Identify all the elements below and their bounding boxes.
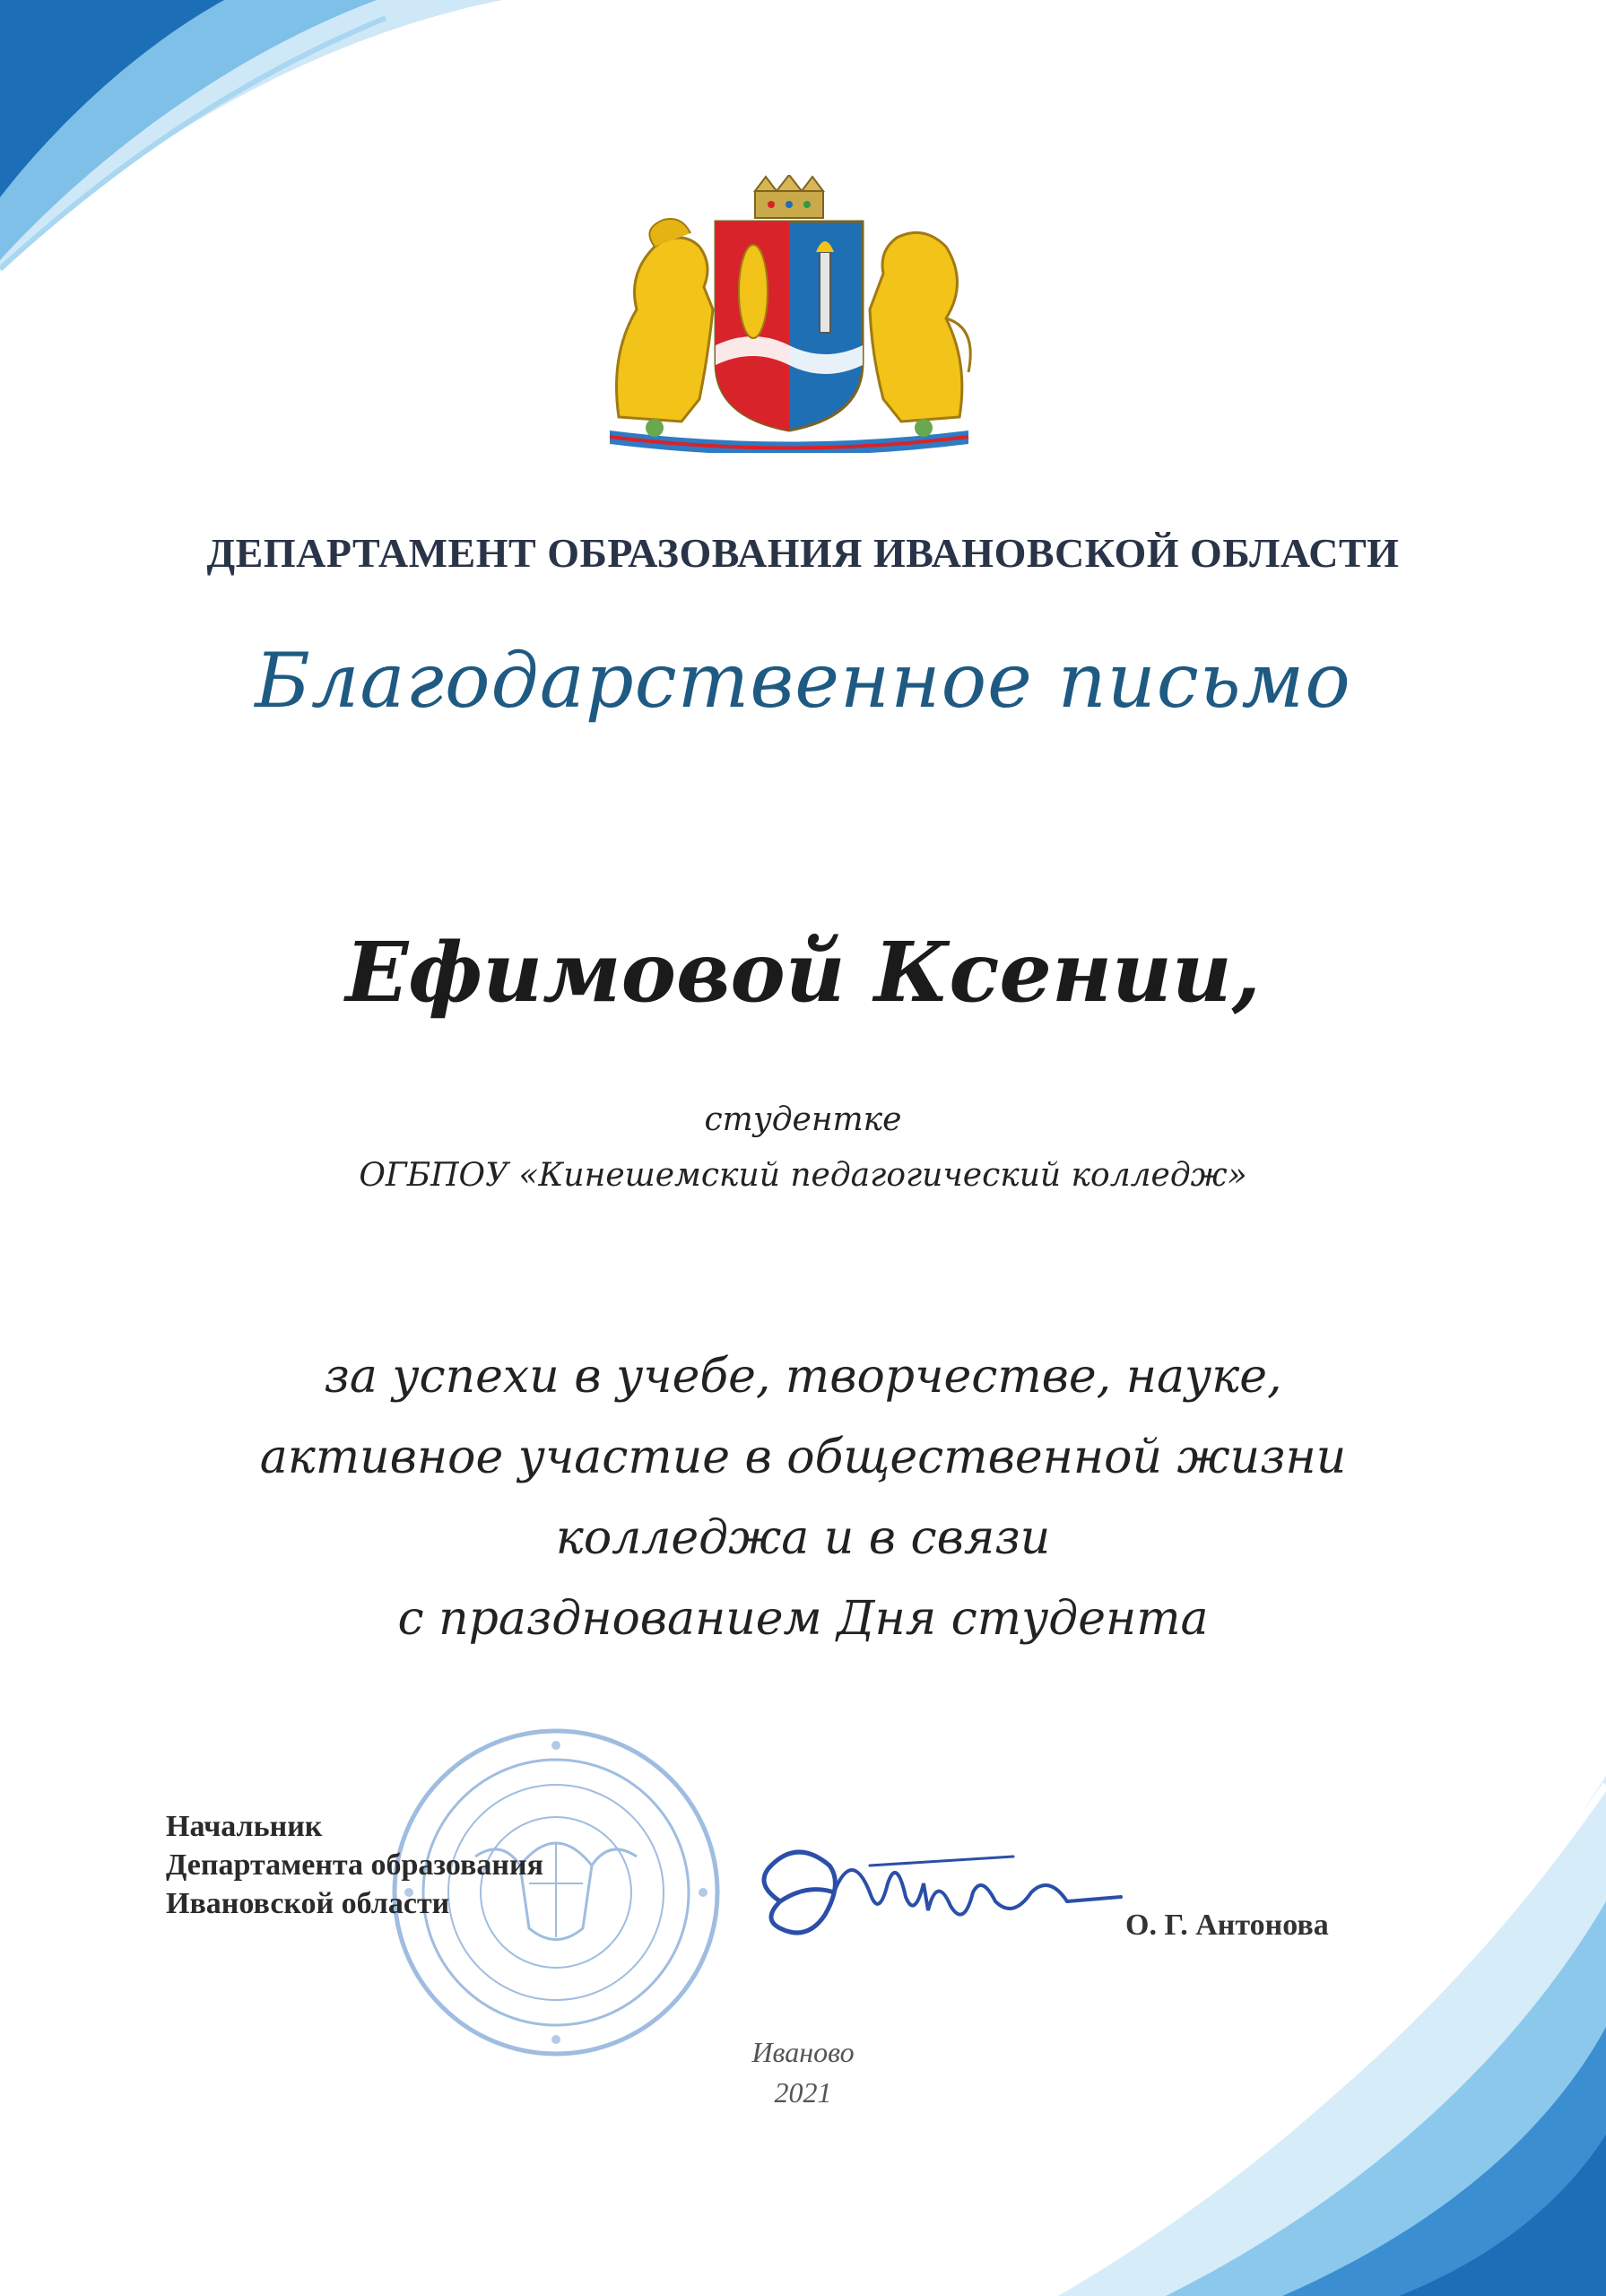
document-year: 2021 bbox=[774, 2076, 832, 2109]
signatory-position-line-2: Департамента образования bbox=[166, 1848, 543, 1882]
handwritten-signature-icon bbox=[744, 1830, 1130, 1964]
department-title: ДЕПАРТАМЕНТ ОБРАЗОВАНИЯ ИВАНОВСКОЙ ОБЛАСТИ bbox=[206, 530, 1400, 576]
recipient-role: студентке bbox=[704, 1101, 902, 1138]
signatory-position-line-3: Ивановской области bbox=[166, 1887, 450, 1920]
document-city: Иваново bbox=[751, 2036, 855, 2068]
reason-line-3: колледжа и в связи bbox=[555, 1511, 1051, 1565]
reason-line-1: за успехи в учебе, творчестве, науке, bbox=[324, 1350, 1282, 1404]
recipient-name: Ефимовой Ксении, bbox=[345, 924, 1261, 1021]
signatory-name: О. Г. Антонова bbox=[1125, 1909, 1329, 1942]
letter-title: Благодарственное письмо bbox=[255, 637, 1351, 725]
reason-line-2: активное участие в общественной жизни bbox=[259, 1431, 1347, 1484]
signatory-position bbox=[166, 1807, 543, 1923]
coat-of-arms-icon bbox=[592, 175, 986, 453]
reason-line-4: с празднованием Дня студента bbox=[397, 1592, 1209, 1646]
signatory-position-line-1: Начальник bbox=[166, 1810, 323, 1843]
institution-name: ОГБПОУ «Кинешемский педагогический колледж» bbox=[359, 1157, 1247, 1194]
